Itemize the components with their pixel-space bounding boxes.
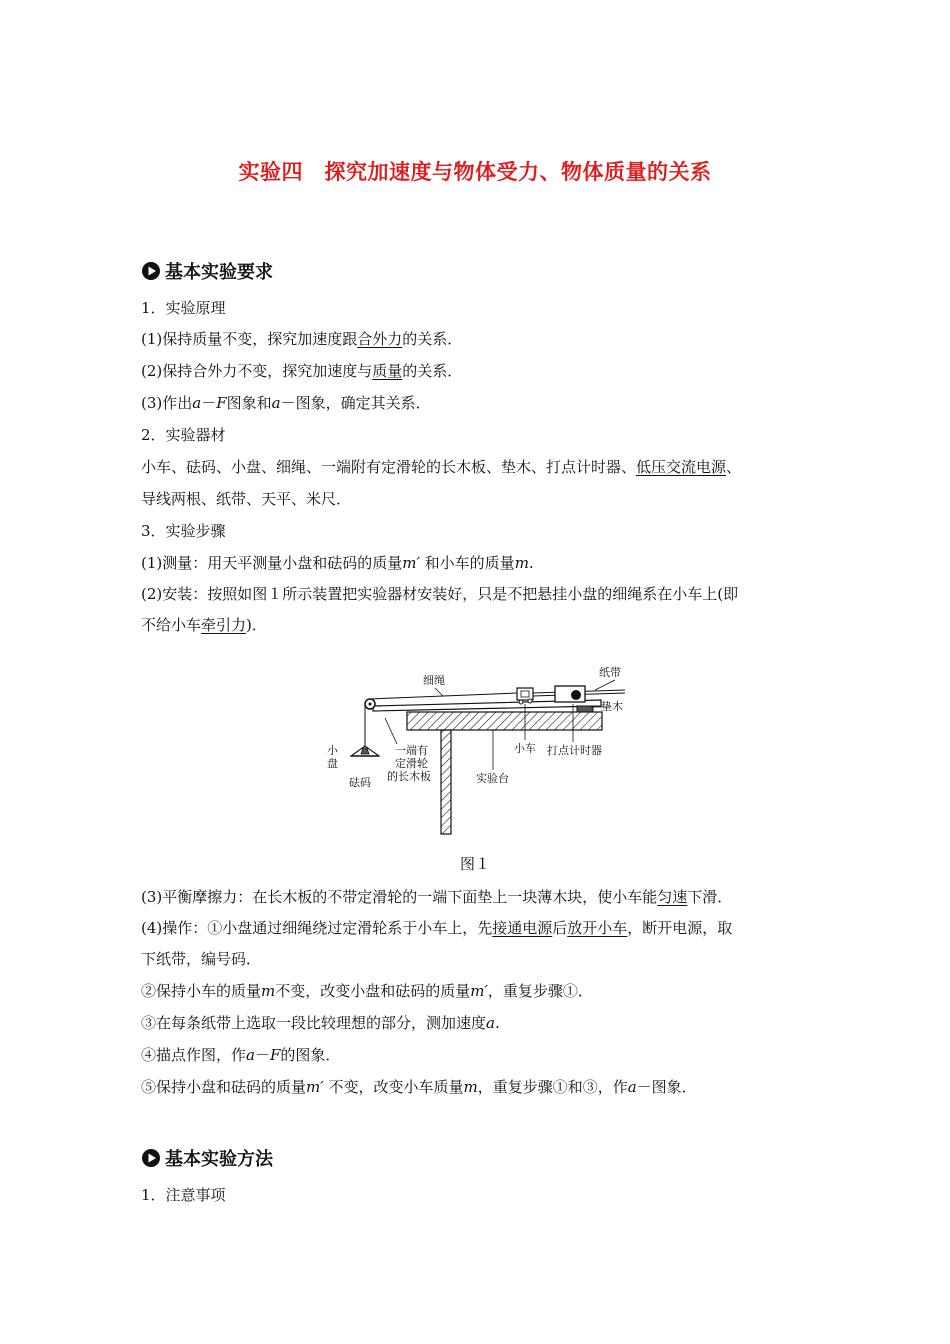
label-board-2: 定滑轮: [395, 757, 428, 770]
principle-item-1: (1)保持质量不变，探究加速度跟合外力的关系．: [141, 330, 463, 348]
operation-item-3: ③在每条纸带上选取一段比较理想的部分，测加速度a.: [141, 1014, 500, 1032]
label-tape: 纸带: [599, 666, 621, 679]
label-pan-1: 小: [327, 744, 338, 757]
label-cart: 小车: [514, 742, 536, 755]
principle-item-2: (2)保持合外力不变，探究加速度与质量的关系．: [141, 362, 463, 380]
step-1-measure: (1)测量：用天平测量小盘和砝码的质量m′ 和小车的质量m.: [141, 554, 534, 572]
figure-caption: 图１: [459, 855, 490, 873]
operation-item-4: ④描点作图，作a－F的图象．: [141, 1046, 341, 1064]
label-board-3: 的长木板: [387, 770, 431, 783]
label-timer: 打点计时器: [547, 744, 602, 757]
equipment-line-1: 小车、砝码、小盘、细绳、一端附有定滑轮的长木板、垫木、打点计时器、低压交流电源、: [141, 458, 742, 476]
subheading-equipment: 2．实验器材: [141, 426, 226, 444]
label-pan-2: 盘: [327, 757, 338, 770]
rope: [370, 693, 518, 699]
step-4-operation-line-2: 下纸带，编号码．: [141, 950, 262, 968]
subheading-principle: 1．实验原理: [141, 299, 226, 317]
table-leg: [441, 730, 451, 834]
principle-item-3: (3)作出a－F图象和a－图象，确定其关系．: [141, 394, 431, 412]
subheading-steps: 3．实验步骤: [141, 522, 226, 540]
section-heading-label: 基本实验方法: [165, 1149, 273, 1170]
label-rope: 细绳: [423, 674, 445, 687]
step-2-install-line-1: (2)安装：按照如图１所示装置把实验器材安装好，只是不把悬挂小盘的细绳系在小车上(即: [141, 585, 739, 603]
step-3-friction: (3)平衡摩擦力：在长木板的不带定滑轮的一端下面垫上一块薄木块，使小车能匀速下滑．: [141, 888, 733, 906]
page-title: 实验四 探究加速度与物体受力、物体质量的关系: [238, 160, 712, 184]
play-circle-icon: [141, 1148, 161, 1168]
section-heading-label: 基本实验要求: [165, 262, 273, 283]
label-weights: 砝码: [349, 776, 371, 789]
subheading-notes: 1．注意事项: [141, 1186, 226, 1204]
play-circle-icon: [141, 261, 161, 281]
section-heading-methods: [141, 1145, 273, 1171]
equipment-line-2: 导线两根、纸带、天平、米尺．: [141, 490, 352, 508]
step-2-install-line-2: 不给小车牵引力)．: [141, 616, 267, 634]
step-4-operation-line-1: (4)操作：①小盘通过细绳绕过定滑轮系于小车上，先接通电源后放开小车，断开电源，取: [141, 919, 733, 937]
label-board-1: 一端有: [395, 744, 428, 757]
label-block: 垫木: [601, 700, 623, 713]
apparatus-diagram: [325, 662, 635, 840]
operation-item-2: ②保持小车的质量m不变，改变小盘和砝码的质量m′，重复步骤①．: [141, 982, 593, 1000]
section-heading-requirements: [141, 258, 273, 284]
operation-item-5: ⑤保持小盘和砝码的质量m′ 不变，改变小车质量m，重复步骤①和③，作a－图象．: [141, 1078, 697, 1096]
wood-block: [577, 706, 593, 712]
label-table: 实验台: [476, 772, 509, 785]
